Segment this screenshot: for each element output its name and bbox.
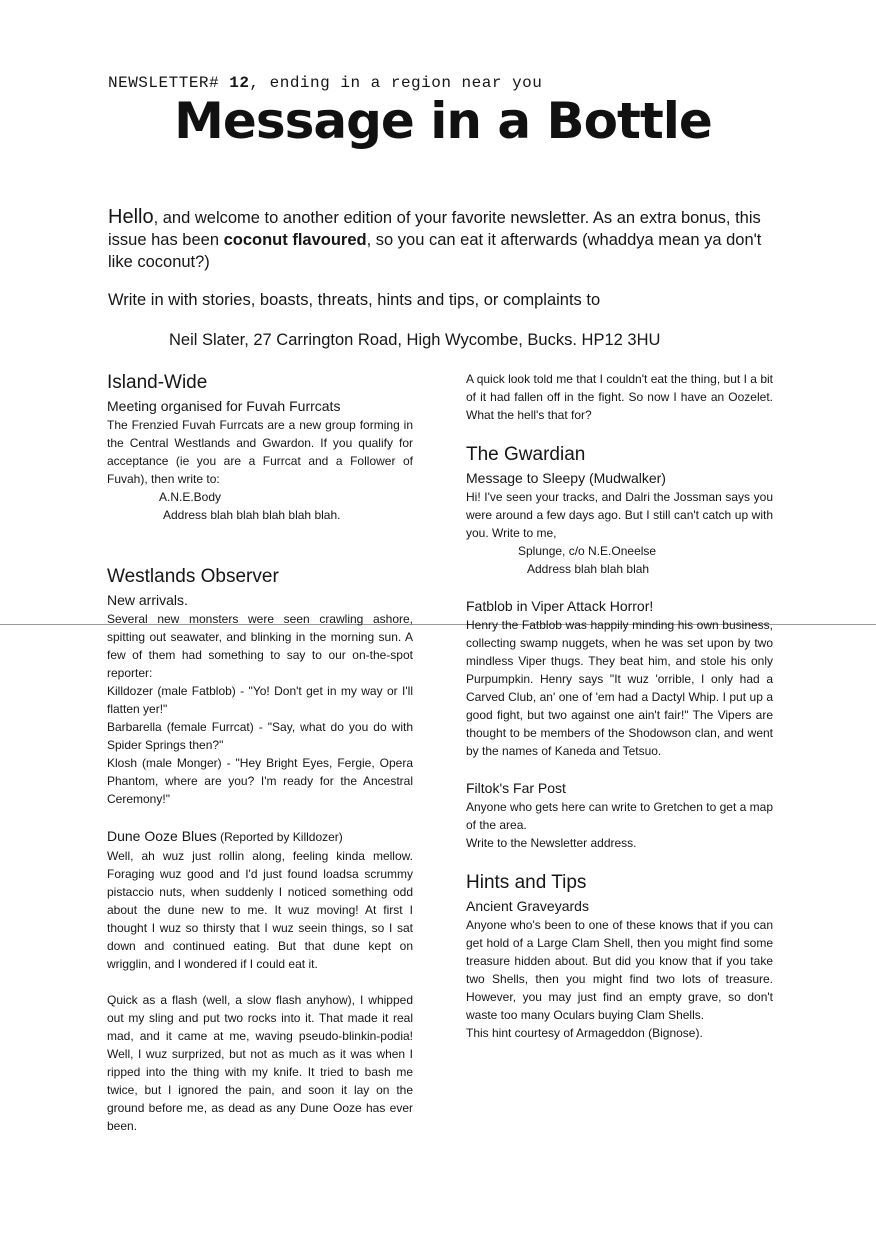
write-in-line: Write in with stories, boasts, threats, hints and tips, or complaints to: [108, 291, 601, 309]
island-wide-body: The Frenzied Fuvah Furrcats are a new group forming in the Central Westlands and Gwardon. If you qualify for acceptance (ie you are a Furrcat and a Follower of Fuvah), then write to:: [107, 418, 413, 486]
dune-ooze-continued: A quick look told me that I couldn't eat the thing, but I a bit of it had fallen off in the fight. So now I have an Oozelet. What the hell's that for?: [466, 372, 773, 422]
intro-paragraph: [108, 206, 788, 273]
dune-ooze-title: Dune Ooze Blues: [107, 828, 217, 844]
newsletter-prefix: NEWSLETTER#: [108, 74, 230, 92]
newsletter-suffix: , ending in a region near you: [249, 74, 543, 92]
gwardian-contact-address: Address blah blah blah: [527, 562, 650, 576]
filtok-body-2: Write to the Newsletter address.: [466, 836, 637, 850]
subheading-meeting: Meeting organised for Fuvah Furrcats: [107, 398, 341, 414]
hints-credit: This hint courtesy of Armageddon (Bignose).: [466, 1026, 703, 1040]
section-heading-hints: Hints and Tips: [466, 872, 587, 893]
westlands-body: Several new monsters were seen crawling ashore, spitting out seawater, and blinking in the morning sun. A few of them had something to say to our on-the-spot reporter:: [107, 612, 413, 680]
section-heading-dune-ooze: [107, 826, 413, 847]
hints-body: Anyone who's been to one of these knows that if you can get hold of a Large Clam Shell, then you might find some treasure hidden about. But did you know that if you take two Shells, then you might find two lots of treasure. However, you may just find an empty grave, so don't waste too many Oculars buying Clam Shells.: [466, 918, 773, 1022]
gwardian-contact-name: Splunge, c/o N.E.Oneelse: [518, 544, 657, 558]
island-wide-contact-name: A.N.E.Body: [159, 490, 222, 504]
gwardian-body: Hi! I've seen your tracks, and Dalri the Jossman says you were around a few days ago. But I still can't catch up with you. Write to me,: [466, 490, 773, 540]
section-heading-gwardian: The Gwardian: [466, 444, 586, 465]
intro-text-a: , and welcome to another edition of your favorite newsletter. As an extra bonus, this issue has been: [108, 209, 761, 249]
subheading-ancient-graveyards: Ancient Graveyards: [466, 898, 589, 914]
intro-hello: Hello: [108, 206, 154, 228]
westlands-quote-killdozer: Killdozer (male Fatblob) - "Yo! Don't get in my way or I'll flatten yer!": [107, 684, 413, 716]
intro-text-b: , so you can eat it afterwards (whaddya mean ya don't like coconut?): [108, 231, 762, 271]
dune-ooze-para-2: Quick as a flash (well, a slow flash anyhow), I whipped out my sling and put two rocks into it. That made it real mad, and it came at me, waving pseudo-blinkin-podia! Well, I wuz surprized, but not as much as it was when I ripped into the thing with my knife. It tried to bash me twice, but I ignored the pain, and soon it lay on the ground before me, as dead as any Dune Ooze has ever been.: [107, 993, 413, 1133]
subheading-new-arrivals: New arrivals.: [107, 592, 188, 608]
section-heading-westlands: Westlands Observer: [107, 566, 279, 587]
dune-ooze-para-1: Well, ah wuz just rollin along, feeling kinda mellow. Foraging wuz good and I'd just found loadsa scrummy pistaccio nuts, when suddenly I noticed something odd about the dune new to me. It wuz moving! At first I thought I wuz so thirsty that I wuz seein things, so I sat down and continued eating. But that dune kept on wrigglin, and I wondered if I could eat it.: [107, 849, 413, 971]
island-wide-contact-address: Address blah blah blah blah blah.: [163, 508, 341, 522]
subheading-message-to-sleepy: Message to Sleepy (Mudwalker): [466, 470, 666, 486]
section-heading-fatblob: Fatblob in Viper Attack Horror!: [466, 598, 654, 614]
newsletter-number: 12: [229, 74, 250, 92]
contact-address: Neil Slater, 27 Carrington Road, High Wycombe, Bucks. HP12 3HU: [169, 331, 661, 349]
right-column: [466, 370, 773, 1042]
newsletter-number-line: [108, 74, 542, 92]
left-column: [107, 370, 413, 1135]
newsletter-title: Message in a Bottle: [174, 92, 712, 150]
westlands-quote-barbarella: Barbarella (female Furrcat) - "Say, what do you do with Spider Springs then?": [107, 720, 413, 752]
intro-bold: coconut flavoured: [223, 231, 367, 249]
westlands-quote-klosh: Klosh (male Monger) - "Hey Bright Eyes, Fergie, Opera Phantom, where are you? I'm ready for the Ancestral Ceremony!": [107, 756, 413, 806]
section-heading-island-wide: Island-Wide: [107, 372, 208, 393]
dune-ooze-reporter: (Reported by Killdozer): [216, 830, 343, 844]
filtok-body: Anyone who gets here can write to Gretchen to get a map of the area.: [466, 800, 773, 832]
section-heading-filtok: Filtok's Far Post: [466, 780, 566, 796]
fatblob-body: Henry the Fatblob was happily minding his own business, collecting swamp nuggets, when he was set upon by two mindless Viper thugs. They beat him, and stole his only Purpumpkin. Henry says "It wuz 'orrible, I only had a Carved Club, an' one of 'em had a Dactyl Whip. I put up a good fight, but two against one ain't fair!" The Vipers are thought to be members of the Shodowson clan, and went by the names of Kaneda and Tetsuo.: [466, 618, 773, 758]
